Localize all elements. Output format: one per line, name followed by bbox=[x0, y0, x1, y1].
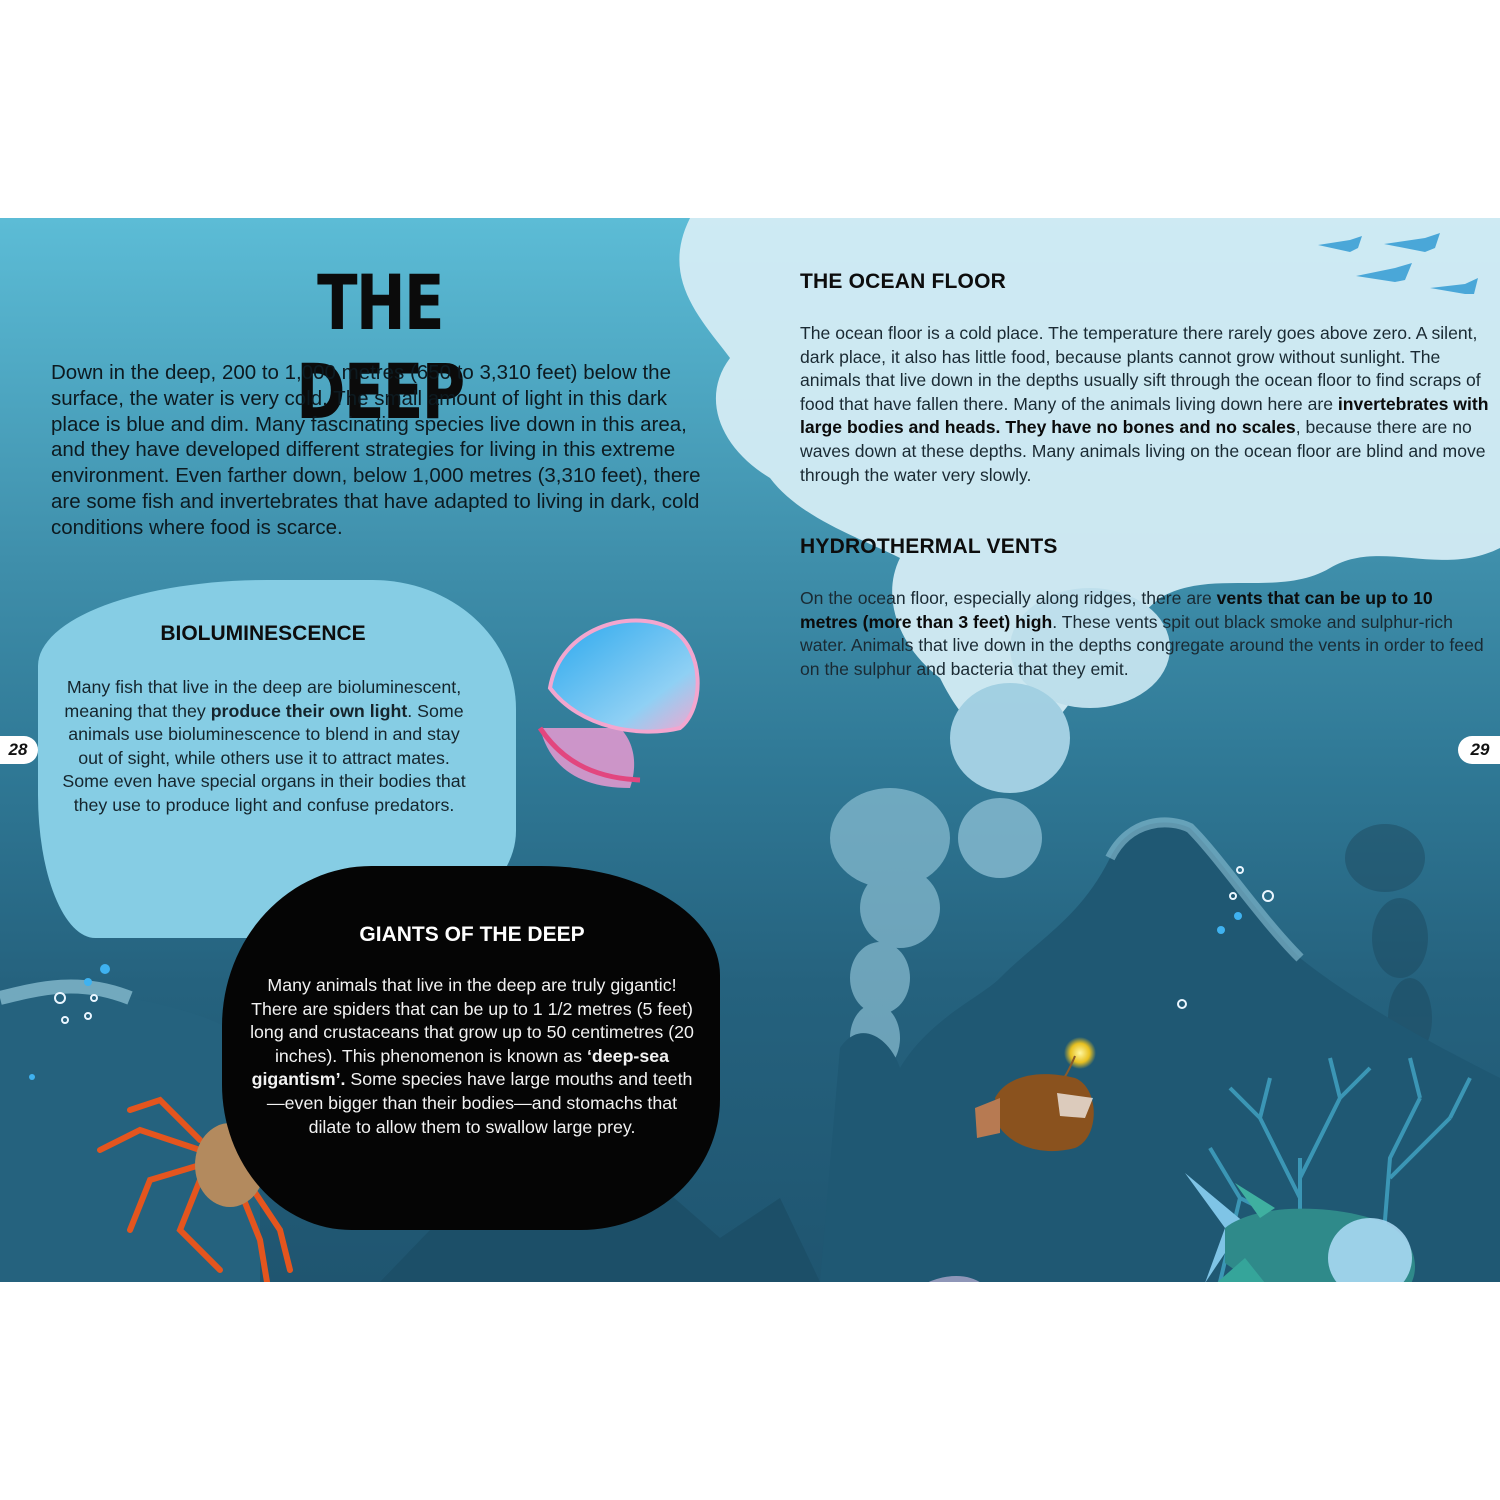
page-title: THE DEEP bbox=[296, 258, 464, 436]
giants-text-part: Many animals that live in the deep are truly gigantic! There are spiders that can be up to 1 1/2 metres (5 feet) long and crustaceans that grow up to 50 centimetres (20 inches). This phenomenon is known as bbox=[250, 975, 694, 1066]
bio-text-part: . Some animals use bioluminescence to blend in and stay out of sight, while others use it to attract mates. Some even have special organs in their bodies that they use to produce light and confuse predators. bbox=[62, 700, 466, 815]
ocean-floor-text-part: , because there are no waves down at these depths. Many animals living on the ocean floor are blind and move through the water very slowly. bbox=[800, 417, 1486, 485]
giants-heading: GIANTS OF THE DEEP bbox=[359, 923, 585, 946]
ocean-floor-heading: THE OCEAN FLOOR bbox=[800, 270, 1006, 293]
book-spread bbox=[0, 218, 1500, 1282]
smoke-plume-left bbox=[830, 788, 950, 1072]
giants-text-bold: ‘deep-sea gigantism’. bbox=[251, 1045, 670, 1090]
intro-paragraph: Down in the deep, 200 to 1,000 metres (650 to 3,310 feet) below the surface, the water is very cold. The small amount of light in this dark place is blue and dim. Many fascinating species live down in this area, and they have developed different strategies for living in this extreme environment. Even farther down, below 1,000 metres (3,310 feet), there are some fish and invertebrates that have adapted to living in dark, cold conditions where food is scarce. bbox=[51, 361, 701, 539]
bioluminescence-text bbox=[58, 676, 470, 818]
giants-text bbox=[246, 974, 698, 1139]
page-number-right: 29 bbox=[1458, 736, 1500, 764]
page-number-left: 28 bbox=[0, 736, 38, 764]
vents-heading: HYDROTHERMAL VENTS bbox=[800, 535, 1058, 558]
jellyfish bbox=[540, 621, 698, 789]
bio-text-bold: produce their own light bbox=[210, 700, 408, 721]
vents-text bbox=[800, 587, 1490, 681]
ocean-floor-text-part: The ocean floor is a cold place. The temperature there rarely goes above zero. A silent, dark place, it also has little food, because plants cannot grow without sunlight. The animals that live down in the depths usually sift through the ocean floor to find scraps of food that have fallen there. Many of the animals living down here are bbox=[800, 323, 1481, 414]
vents-text-part: On the ocean floor, especially along ridges, there are bbox=[800, 588, 1217, 608]
bioluminescence-heading: BIOLUMINESCENCE bbox=[160, 622, 366, 645]
bio-text-part: Many fish that live in the deep are bioluminescent, meaning that they bbox=[64, 677, 462, 721]
vents-text-part: . These vents spit out black smoke and sulphur-rich water. Animals that live down in the depths congregate around the vents in order to feed on the sulphur and bacteria that they emit. bbox=[800, 611, 1484, 679]
ocean-floor-text bbox=[800, 322, 1490, 487]
ocean-floor-text-bold: invertebrates with large bodies and heads. They have no bones and no scales bbox=[800, 393, 1489, 438]
giants-text-part: Some species have large mouths and teeth—even bigger than their bodies—and stomachs that dilate to allow them to swallow large prey. bbox=[266, 1069, 693, 1137]
vents-text-bold: vents that can be up to 10 metres (more than 3 feet) high bbox=[800, 588, 1433, 632]
